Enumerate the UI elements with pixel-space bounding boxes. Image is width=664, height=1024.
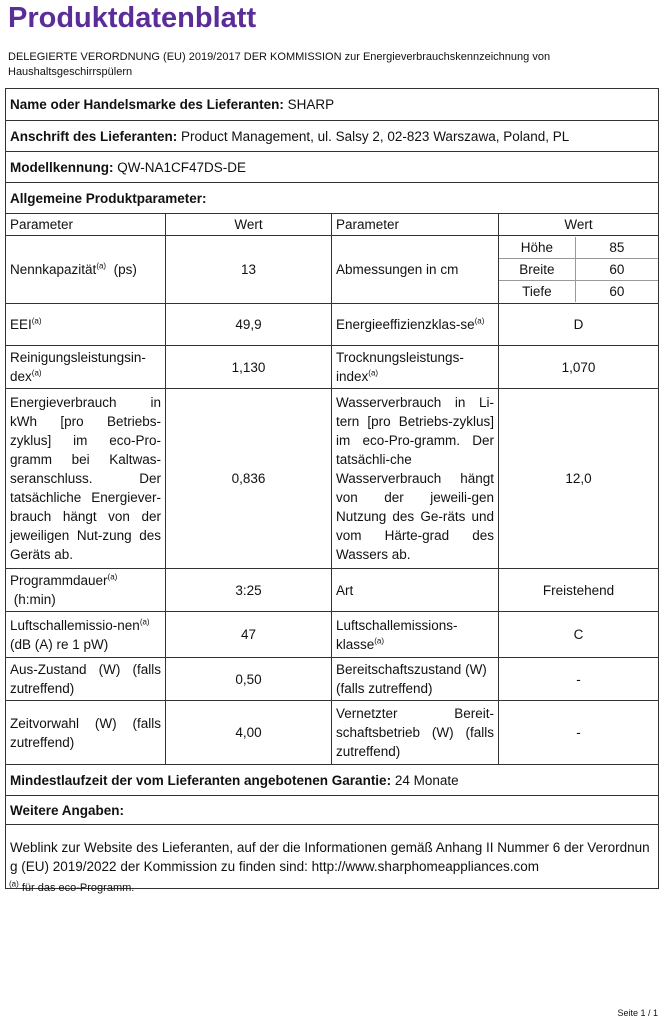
further-info-heading: Weitere Angaben: — [6, 796, 659, 825]
supplier-address-value: Product Management, ul. Salsy 2, 02-823 Warszawa, Poland, PL — [181, 128, 570, 144]
footnote-text: für das eco-Programm. — [21, 882, 135, 894]
delay-start-label: Zeitvorwahl (W) (falls zutreffend) — [6, 701, 166, 765]
height-value: 85 — [575, 237, 658, 259]
standby-value: - — [499, 658, 659, 701]
type-value: Freistehend — [499, 569, 659, 612]
general-parameters-heading: Allgemeine Produktparameter: — [6, 183, 659, 214]
general-parameters-heading-row — [6, 183, 659, 214]
noise-emission-value: 47 — [166, 612, 332, 658]
drying-index-label: Trocknungsleistungs-index$^{(a)}$ — [332, 346, 499, 389]
eei-row — [6, 304, 659, 346]
energy-consumption-value: 0,836 — [166, 389, 332, 569]
program-duration-label: Programmdauer$^{(a)}$ (h:min) — [6, 569, 166, 612]
type-label: Art — [332, 569, 499, 612]
noise-emission-label: Luftschallemissio-nen$^{(a)}$ (dB (A) re 1 pW) — [6, 612, 166, 658]
water-consumption-value: 12,0 — [499, 389, 659, 569]
drying-index-value: 1,070 — [499, 346, 659, 389]
header-value-right: Wert — [499, 214, 659, 236]
duration-type-row — [6, 569, 659, 612]
footnote — [9, 879, 135, 894]
regulation-subtitle: DELEGIERTE VERORDNUNG (EU) 2019/2017 DER KOMMISSION zur Energieverbrauchskennzeichnung von Haushaltsgeschirrspülern — [8, 51, 551, 78]
warranty-row — [6, 765, 659, 796]
off-mode-value: 0,50 — [166, 658, 332, 701]
further-info-heading-row — [6, 796, 659, 825]
program-duration-value: 3:25 — [166, 569, 332, 612]
model-value: QW-NA1CF47DS-DE — [117, 159, 247, 175]
product-data-table — [5, 88, 659, 889]
capacity-label: Nennkapazität$^{(a)}$ (ps) — [6, 236, 166, 304]
delay-start-row — [6, 701, 659, 765]
capacity-value: 13 — [166, 236, 332, 304]
depth-label: Tiefe — [499, 281, 575, 303]
networked-standby-value: - — [499, 701, 659, 765]
cleaning-index-value: 1,130 — [166, 346, 332, 389]
dimensions-values — [499, 236, 659, 304]
off-mode-label: Aus-Zustand (W) (falls zutreffend) — [6, 658, 166, 701]
column-header-row — [6, 214, 659, 236]
depth-value: 60 — [609, 284, 625, 299]
power-modes-row — [6, 658, 659, 701]
dimensions-label: Abmessungen in cm — [332, 236, 499, 304]
width-value: 60 — [575, 259, 658, 281]
noise-class-label: Luftschallemissions-klasse$^{(a)}$ — [332, 612, 499, 658]
further-info-text: Weblink zur Website des Lieferanten, auf der die Informationen gemäß Anhang II Nummer 6 der Verordnung (EU) 2019/2022 der Kommission zu finden sind: http://www.sharphomeappliances.com — [6, 825, 659, 889]
noise-class-value: C — [499, 612, 659, 658]
header-value-left: Wert — [166, 214, 332, 236]
consumption-row — [6, 389, 659, 569]
supplier-address-label: Anschrift des Lieferanten: — [10, 128, 178, 144]
energy-class-label: Energieeffizienzklas-$se^{(a)}$ — [332, 304, 499, 346]
header-parameter-right: Parameter — [332, 214, 499, 236]
water-consumption-label: Wasserverbrauch in Li-tern [pro Betriebs-zyklus] im eco-Pro-gramm. Der tatsächli-che Wasserverbrauch hängt von der jeweili-gen Nutzung des Ge-räts und vom Härte-grad des Wassers ab. — [332, 389, 499, 569]
supplier-name-row — [6, 89, 659, 121]
further-info-text-row — [6, 825, 659, 889]
standby-label: Bereitschaftszustand (W) (falls zutreffend) — [332, 658, 499, 701]
cleaning-index-label: Reinigungsleistungsin-dex$^{(a)}$ — [6, 346, 166, 389]
supplier-name-label: Name oder Handelsmarke des Lieferanten: — [10, 97, 284, 112]
eei-value: 49,9 — [166, 304, 332, 346]
warranty-value: 24 Monate — [394, 772, 459, 788]
warranty-label: Mindestlaufzeit der vom Lieferanten angebotenen Garantie: — [10, 772, 392, 788]
energy-class-value: D — [499, 304, 659, 346]
noise-row — [6, 612, 659, 658]
supplier-name-value: SHARP — [287, 97, 335, 112]
page-number: Seite 1 / 1 — [617, 1008, 658, 1018]
model-row — [6, 152, 659, 183]
supplier-address-row — [6, 121, 659, 152]
width-label: Breite — [499, 259, 575, 281]
cleaning-drying-row — [6, 346, 659, 389]
model-label: Modellkennung: — [10, 159, 114, 175]
delay-start-value: 4,00 — [166, 701, 332, 765]
footnote-mark: (a) — [9, 879, 19, 889]
header-parameter-left: Parameter — [6, 214, 166, 236]
capacity-dimensions-row — [6, 236, 659, 304]
energy-consumption-label: Energieverbrauch in kWh [pro Betriebs-zyklus] im eco-Pro-gramm bei Kaltwas-seranschluss. Der tatsächliche Energiever-brauch hängt von der jeweiligen Nut-zung des Geräts ab. — [6, 389, 166, 569]
page-title: Produktdatenblatt — [8, 2, 257, 34]
networked-standby-label: Vernetzter Bereit-schaftsbetrieb (W) (falls zutreffend) — [332, 701, 499, 765]
height-label: Höhe — [499, 237, 575, 259]
eei-label: EEI$^{(a)}$ — [6, 304, 166, 346]
